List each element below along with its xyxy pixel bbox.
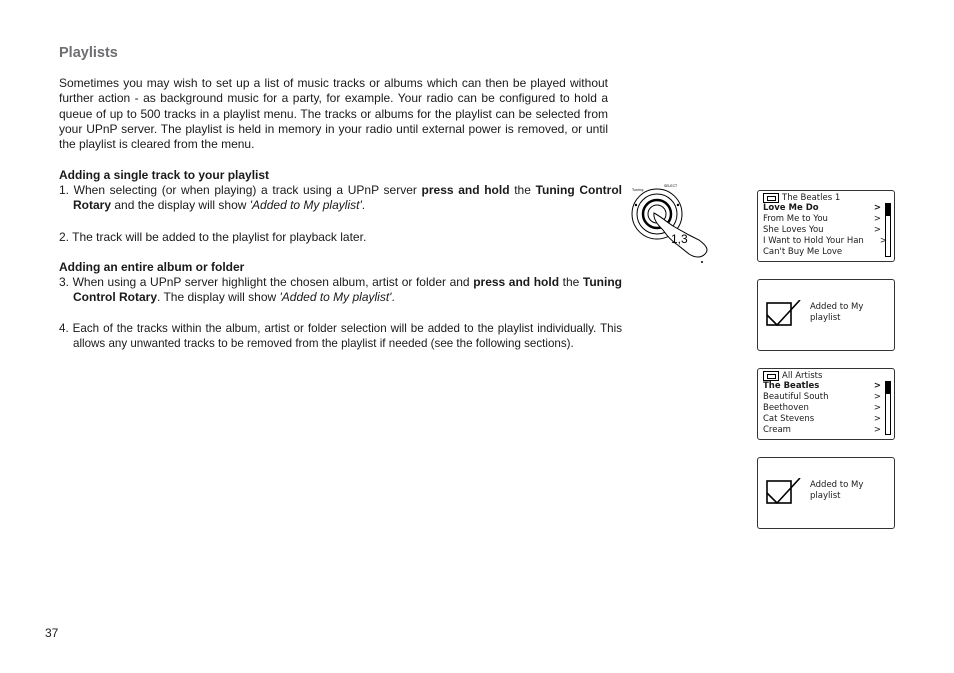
lcd-screen-added — [757, 279, 895, 351]
checkmark-icon — [766, 300, 802, 328]
knob-top-label: Tuning — [632, 188, 644, 192]
list-item: Love Me Do > — [763, 203, 881, 213]
lcd-header — [763, 370, 822, 381]
list-item: I Want to Hold Your Han > — [763, 236, 887, 246]
lcd-header-title: The Beatles 1 — [782, 192, 841, 203]
list-item: Beautiful South > — [763, 392, 881, 402]
lcd-scrollbar — [885, 203, 891, 257]
heading-single-track: Adding a single track to your playlist — [59, 168, 270, 182]
list-item: Can't Buy Me Love — [763, 247, 843, 257]
intro-paragraph: Sometimes you may wish to set up a list of music tracks or albums which can then be played without further action - as background music for a party, for example. Your radio can be configured to hold a queue of up to 500 tracks in a playlist menu. The tracks or albums for the playlist can be selected from your UPnP server. The playlist is held in memory in your radio until external power is removed, or until the playlist is cleared from the menu. — [59, 76, 608, 152]
lcd-message: Added to My playlist — [810, 302, 864, 323]
step-2: 2. The track will be added to the playlist for playback later. — [59, 230, 367, 244]
page-number: 37 — [45, 626, 59, 640]
lcd-scrollbar — [885, 381, 891, 435]
step-3: 3. When using a UPnP server highlight the chosen album, artist or folder and press and hold the Tuning Control Rotary. The display will show 'Added to My playlist'. — [59, 275, 622, 305]
lcd-screen-artist-list — [757, 368, 895, 440]
lcd-header-title: All Artists — [782, 370, 823, 381]
list-item: From Me to You > — [763, 214, 881, 224]
lcd-message: Added to My playlist — [810, 480, 864, 501]
list-item: Cream > — [763, 425, 881, 435]
heading-album-folder: Adding an entire album or folder — [59, 260, 245, 274]
list-item: The Beatles > — [763, 381, 881, 391]
lcd-screen-added — [757, 457, 895, 529]
lcd-header — [763, 192, 840, 203]
folder-icon — [763, 371, 779, 381]
folder-icon — [763, 193, 779, 203]
list-item: She Loves You > — [763, 225, 881, 235]
tuning-knob-illustration — [627, 180, 717, 266]
step-1: 1. When selecting (or when playing) a track using a UPnP server press and hold the Tuning Control Rotary and the display will show 'Added to My playlist'. — [59, 183, 622, 213]
list-item: Cat Stevens > — [763, 414, 881, 424]
list-item: Beethoven > — [763, 403, 881, 413]
step-4: 4. Each of the tracks within the album, artist or folder selection will be added to the playlist individually. This allows any unwanted tracks to be removed from the playlist if needed (see the following sections). — [59, 322, 622, 351]
knob-step-label: 1,3 — [671, 232, 688, 246]
knob-select-label: SELECT — [664, 184, 678, 188]
section-title: Playlists — [59, 45, 118, 61]
lcd-screen-track-list — [757, 190, 895, 262]
checkmark-icon — [766, 478, 802, 506]
